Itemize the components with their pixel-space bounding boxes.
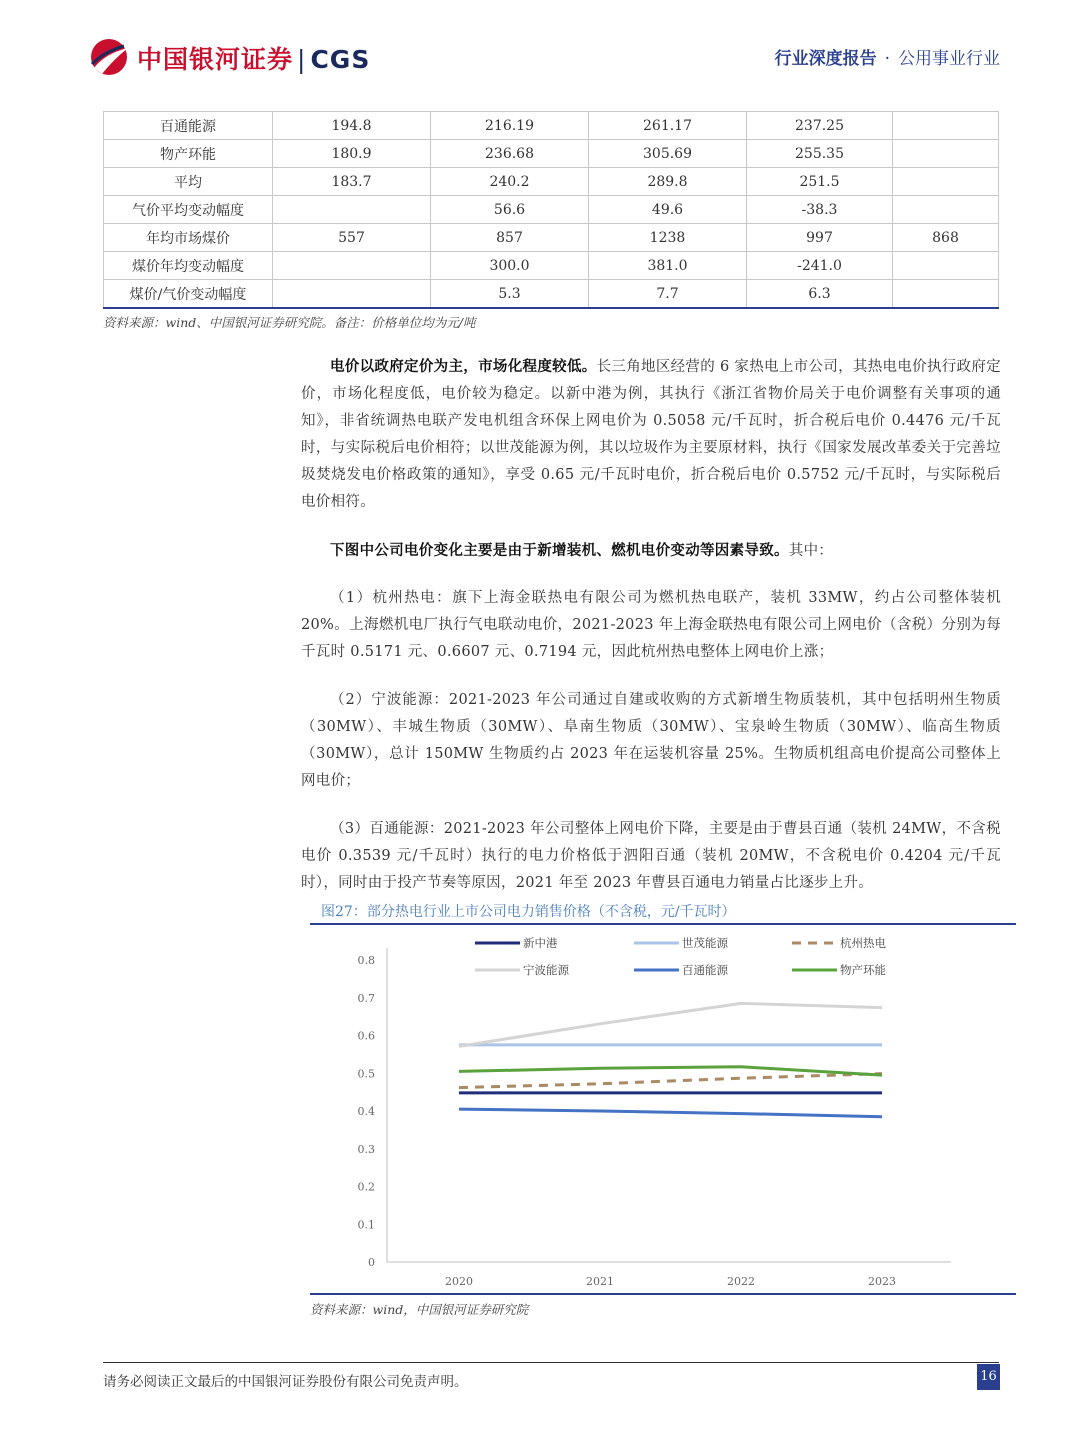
table-cell: 6.3 [747,280,893,309]
table-cell: 261.17 [589,112,747,140]
table-cell: 183.7 [273,168,431,196]
row-label: 百通能源 [104,112,273,140]
table-cell [893,280,999,309]
price-line-chart [310,926,1016,1294]
table-cell: 49.6 [589,196,747,224]
table-cell: 194.8 [273,112,431,140]
cgs-logo-icon [88,38,130,76]
footer-disclaimer: 请务必阅读正文最后的中国银河证券股份有限公司免责声明。 [103,1374,468,1390]
table-cell: 251.5 [747,168,893,196]
table-cell: 5.3 [431,280,589,309]
table-cell [273,196,431,224]
row-label: 气价平均变动幅度 [104,196,273,224]
table-cell: 180.9 [273,140,431,168]
table-row [104,280,999,309]
table-cell: 305.69 [589,140,747,168]
figure-title: 图27：部分热电行业上市公司电力销售价格（不含税，元/千瓦时） [321,904,736,920]
paragraph-5: （3）百通能源：2021-2023 年公司整体上网电价下降，主要是由于曹县百通（装机 24MW，不含税电价 0.3539 元/千瓦时）执行的电力价格低于泗阳百通（装机 20MW，不含税电价 0.4204 元/千瓦时），同时由于投产节奏等原因，2021 年至 2023 年曹县百通电力销量占比逐步上升。 [301,821,1001,891]
y-tick-label: 0.7 [357,991,375,1005]
industry-label: 公用事业行业 [898,49,1000,69]
table-cell [273,252,431,280]
paragraph-3: （1）杭州热电：旗下上海金联热电有限公司为燃机热电联产，装机 33MW，约占公司整体装机 20%。上海燃机电厂执行气电联动电价，2021-2023 年上海金联热电有限公司上网电价（含税）分别为每千瓦时 0.5171 元、0.6607 元、0.7194 元，因此杭州热电整体上网电价上涨； [301,590,1001,660]
x-tick-label: 2021 [586,1275,614,1288]
y-tick-label: 0 [368,1256,375,1269]
paragraph-2-body: 其中： [788,543,834,559]
legend-label: 物产环能 [840,963,886,977]
table-row [104,140,999,168]
legend-label: 世茂能源 [682,936,728,950]
paragraph-1-lead: 电价以政府定价为主，市场化程度较低。 [330,358,597,375]
table-cell: -241.0 [747,252,893,280]
y-tick-label: 0.2 [357,1180,375,1194]
y-tick-label: 0.3 [357,1142,375,1156]
footer-rule [103,1362,999,1363]
paragraph-1-body: 长三角地区经营的 6 家热电上市公司，其热电电价执行政府定价，市场化程度低，电价较为稳定。以新中港为例，其执行《浙江省物价局关于电价调整有关事项的通知》，非省统调热电联产发电机组含环保上网电价为 0.5058 元/千瓦时，折合税后电价 0.4476 元/千瓦时，与实际税后电价相符；以世茂能源为例，其以垃圾作为主要原材料，执行《国家发展改革委关于完善垃圾焚烧发电价格政策的通知》，享受 0.65 元/千瓦时电价，折合税后电价 0.5752 元/千瓦时，与实际税后电价相符。 [301,359,1001,510]
table-cell: 236.68 [431,140,589,168]
legend-label: 宁波能源 [523,963,569,977]
legend-label: 杭州热电 [840,936,886,950]
page-header [0,0,1080,100]
series-line-3 [459,1003,882,1046]
figure-bottom-rule [310,1293,1016,1295]
table-cell: 857 [431,224,589,252]
x-tick-label: 2022 [727,1275,755,1288]
paragraph-1 [301,353,1001,516]
table-cell: 557 [273,224,431,252]
row-label: 物产环能 [104,140,273,168]
price-table [103,111,999,309]
table-cell [893,196,999,224]
table-row [104,196,999,224]
x-tick-label: 2023 [868,1275,896,1288]
table-source: 资料来源：wind、中国银河证券研究院。备注：价格单位均为元/吨 [103,315,476,330]
series-line-4 [459,1109,882,1117]
series-line-2 [459,1074,882,1088]
legend-label: 新中港 [523,936,558,950]
logo-cn: 中国银河证券 [137,45,294,74]
table-row [104,168,999,196]
table-cell: 997 [747,224,893,252]
logo-text [137,40,370,76]
row-label: 平均 [104,168,273,196]
table-cell: 216.19 [431,112,589,140]
y-tick-label: 0.5 [357,1067,375,1081]
table-cell: 289.8 [589,168,747,196]
table-row [104,252,999,280]
table-cell [893,168,999,196]
table-cell: 56.6 [431,196,589,224]
logo-en: CGS [310,45,371,74]
paragraph-2 [301,537,1001,565]
y-tick-label: 0.4 [357,1105,375,1118]
table-row [104,112,999,140]
page-number: 16 [977,1364,1000,1390]
header-separator: · [884,49,890,69]
row-label: 年均市场煤价 [104,224,273,252]
report-type-label: 行业深度报告 [774,49,877,69]
table-cell: 381.0 [589,252,747,280]
table-cell [273,280,431,309]
table-cell [893,112,999,140]
table-cell: 240.2 [431,168,589,196]
table-cell: 7.7 [589,280,747,309]
legend-label: 百通能源 [682,963,728,977]
table-cell: 1238 [589,224,747,252]
row-label: 煤价年均变动幅度 [104,252,273,280]
table-cell: 237.25 [747,112,893,140]
series-line-5 [459,1067,882,1075]
table-cell: 868 [893,224,999,252]
logo-separator: | [297,45,307,74]
table-row [104,224,999,252]
row-label: 煤价/气价变动幅度 [104,280,273,309]
table-cell [893,252,999,280]
paragraph-2-lead: 下图中公司电价变化主要是由于新增装机、燃机电价变动等因素导致。 [330,542,789,559]
y-tick-label: 0.8 [357,954,375,967]
figure-source: 资料来源：wind，中国银河证券研究院 [310,1302,529,1317]
x-tick-label: 2020 [445,1275,473,1288]
table-cell: 300.0 [431,252,589,280]
table-cell: -38.3 [747,196,893,224]
y-tick-label: 0.1 [357,1218,375,1232]
table-cell: 255.35 [747,140,893,168]
report-type [775,44,1000,69]
paragraph-4: （2）宁波能源：2021-2023 年公司通过自建或收购的方式新增生物质装机，其中包括明州生物质（30MW）、丰城生物质（30MW）、阜南生物质（30MW）、宝泉岭生物质（30MW）、临高生物质（30MW），总计 150MW 生物质约占 2023 年在运装机容量 25%。生物质机组高电价提高公司整体上网电价； [301,692,1001,789]
y-tick-label: 0.6 [357,1029,375,1043]
figure-top-rule [310,923,1016,925]
table-cell [893,140,999,168]
